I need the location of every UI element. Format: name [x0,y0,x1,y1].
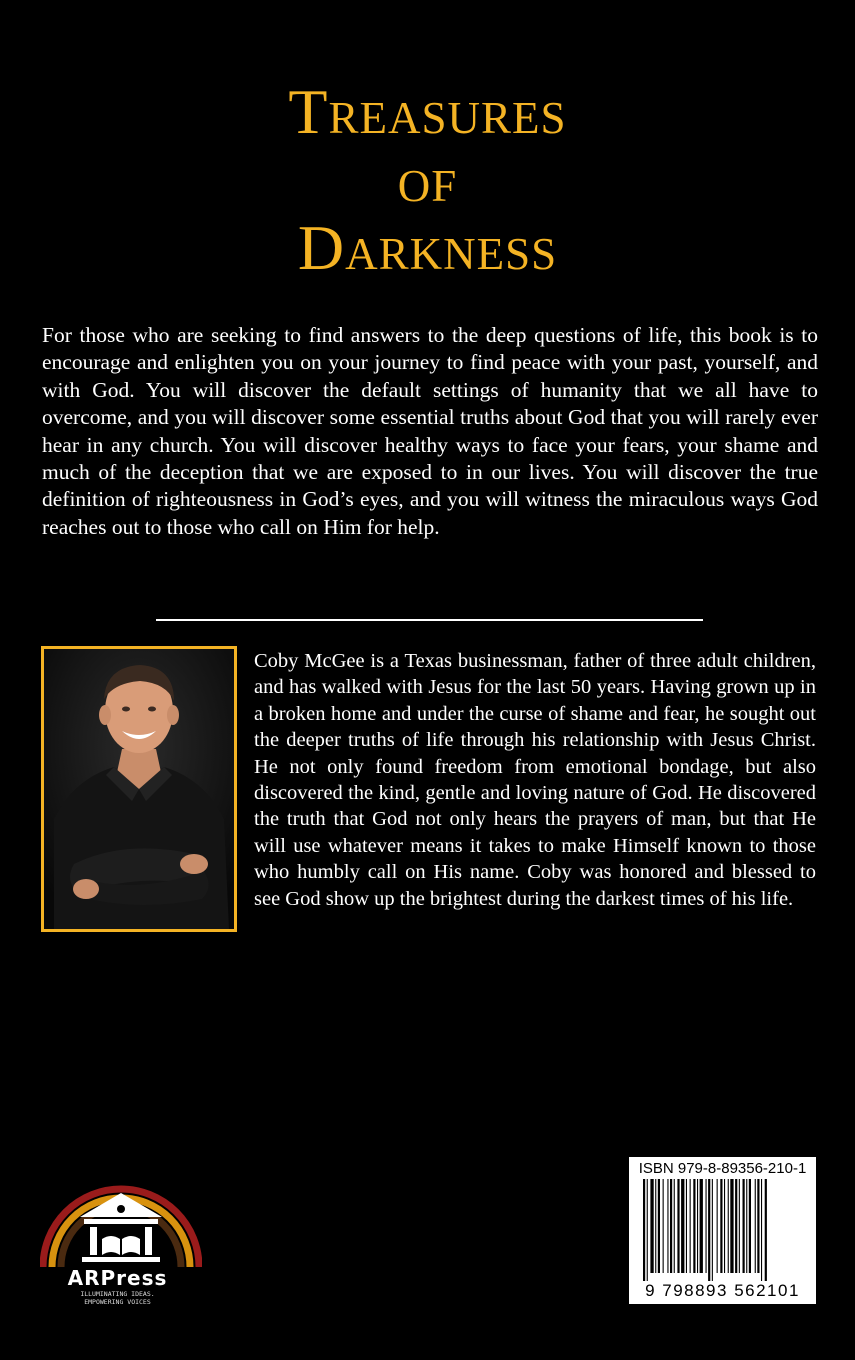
isbn-label: ISBN 979-8-89356-210-1 [638,1160,807,1177]
book-blurb: For those who are seeking to find answers to the deep questions of life, this book is to encourage and enlighten you on your journey to find peace with your past, yourself, and with God. You will discover the default settings of humanity that we all have to overcome, and you will discover some essential truths about God that you will rarely ever hear in any church. You will discover healthy ways to face your fears, your shame and much of the deception that we are exposed to in our lives. You will discover the true definition of righteousness in God’s eyes, and you will witness the miraculous ways God reaches out to those who call on Him for help. [42,323,818,539]
publisher-name: ARPress [67,1266,168,1290]
library-building-icon [40,1155,202,1267]
tagline-line-1: ILLUMINATING IDEAS. [80,1290,155,1298]
author-bio: Coby McGee is a Texas businessman, father of three adult children, and has walked with Jesus for the last 50 years. Having grown up in a broken home and under the curse of shame and fear, he sought out the deeper truths of life through his relationship with Jesus Christ. He not only found freedom from emotional bondage, but also discovered the kind, gentle and loving nature of God. He discovered the truth that God not only hears the prayers of man, but that He will use whatever means it takes to make Himself known to those who humbly call on His name. Coby was honored and blessed to see God show up the brightest during the darkest times of his life. [254,650,816,910]
publisher-tagline [40,1290,195,1306]
barcode-panel [629,1157,816,1304]
title-line-2: of [397,144,458,215]
title-line-3: Darkness [297,212,558,283]
author-portrait-icon [44,649,234,929]
book-title [0,78,855,282]
title-line-1: Treasures [288,76,567,147]
barcode-icon [635,1179,810,1281]
divider [156,619,703,621]
tagline-line-2: EMPOWERING VOICES [84,1298,151,1306]
barcode-number: 9 798893 562101 [645,1281,800,1300]
author-photo [41,646,237,932]
